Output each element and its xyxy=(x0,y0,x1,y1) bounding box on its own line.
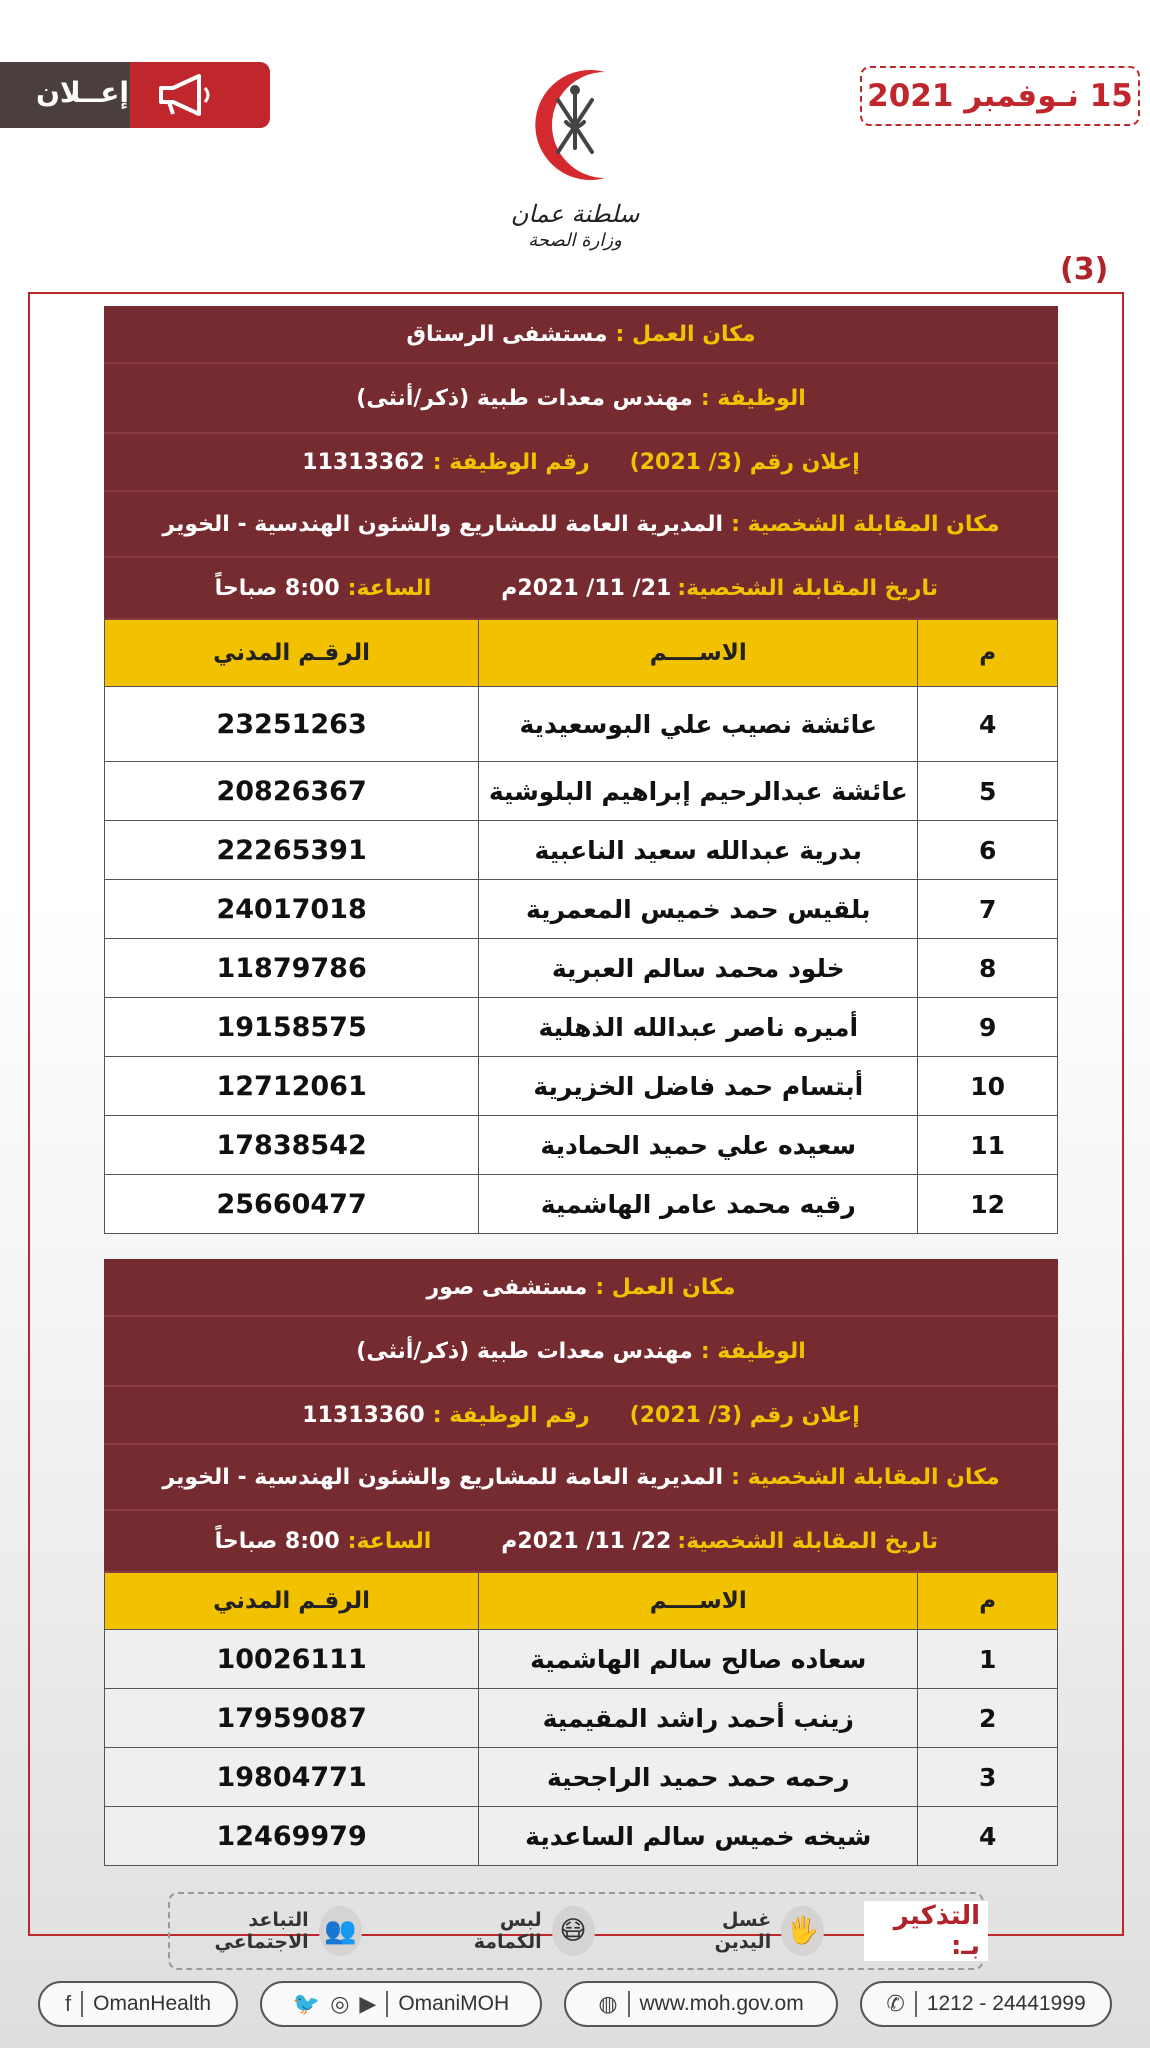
cell-name: سعاده صالح سالم الهاشمية xyxy=(478,1630,917,1688)
table-row xyxy=(105,1629,1057,1688)
cell-name: أميره ناصر عبدالله الذهلية xyxy=(478,998,917,1056)
page-number: (3) xyxy=(1060,252,1109,287)
cell-civil: 19158575 xyxy=(216,1011,367,1043)
cell-civil: 17959087 xyxy=(216,1702,367,1734)
time-value: 8:00 صباحاً xyxy=(214,575,340,601)
cell-no: 4 xyxy=(917,1807,1057,1865)
reminder-text: لبس الكمامة xyxy=(473,1909,542,1953)
social-distance-icon: 👥 xyxy=(319,1906,362,1956)
job-number-key: رقم الوظيفة : xyxy=(432,449,590,475)
cell-no: 3 xyxy=(917,1748,1057,1806)
interview-date-row xyxy=(104,558,1058,620)
globe-icon: ◍ xyxy=(598,1991,618,2016)
reminder-label: التذكير بـ: xyxy=(864,1901,988,1961)
job-row xyxy=(104,364,1058,434)
mask-icon: 😷 xyxy=(552,1906,595,1956)
interview-place-row xyxy=(104,1445,1058,1511)
cell-no: 12 xyxy=(917,1175,1057,1233)
reminder-item-mask xyxy=(442,1906,595,1956)
ad-number-row xyxy=(104,1387,1058,1445)
cell-no: 10 xyxy=(917,1057,1057,1115)
social-handle: OmaniMOH xyxy=(398,1992,510,2015)
table-row xyxy=(105,761,1057,820)
job-number-key: رقم الوظيفة : xyxy=(432,1402,590,1428)
interview-date-value: 21/ 11/ 2021م xyxy=(501,575,672,601)
interview-place-key: مكان المقابلة الشخصية : xyxy=(731,1464,1000,1490)
phone-icon: ✆ xyxy=(886,1991,905,2016)
youtube-icon: ▶ xyxy=(359,1991,377,2016)
interview-place-row xyxy=(104,492,1058,558)
table-row xyxy=(105,1688,1057,1747)
table-row xyxy=(105,938,1057,997)
cell-name: رقيه محمد عامر الهاشمية xyxy=(478,1175,917,1233)
cell-civil: 12712061 xyxy=(216,1070,367,1102)
interview-date-key: تاريخ المقابلة الشخصية: xyxy=(677,1528,938,1554)
cell-name: سعيده علي حميد الحمادية xyxy=(478,1116,917,1174)
cell-civil: 10026111 xyxy=(216,1643,367,1675)
instagram-icon: ◎ xyxy=(330,1991,350,2016)
cell-name: رحمه حمد حميد الراجحية xyxy=(478,1748,917,1806)
interview-place-value: المديرية العامة للمشاريع والشئون الهندسية - الخوير xyxy=(162,1464,724,1490)
workplace-value: مستشفى صور xyxy=(426,1274,588,1300)
cell-no: 4 xyxy=(917,687,1057,761)
cell-no: 6 xyxy=(917,821,1057,879)
cell-name: بدرية عبدالله سعيد الناعبية xyxy=(478,821,917,879)
reminder-item-hand-wash xyxy=(675,1906,825,1956)
candidates-table-sur xyxy=(104,1259,1058,1866)
megaphone-icon xyxy=(155,74,219,123)
cell-civil: 24017018 xyxy=(216,893,367,925)
interview-date-row xyxy=(104,1511,1058,1573)
table-row xyxy=(105,1115,1057,1174)
cell-civil: 20826367 xyxy=(216,775,367,807)
workplace-key: مكان العمل : xyxy=(615,321,756,347)
job-value: مهندس معدات طبية (ذكر/أنثى) xyxy=(356,385,693,411)
table-row xyxy=(105,820,1057,879)
cell-no: 8 xyxy=(917,939,1057,997)
interview-place-value: المديرية العامة للمشاريع والشئون الهندسية - الخوير xyxy=(162,511,724,537)
table-row xyxy=(105,686,1057,761)
phone-number: 1212 - 24441999 xyxy=(926,1992,1086,2015)
reminder-text: غسل اليدين xyxy=(714,1909,772,1953)
cell-name: أبتسام حمد فاضل الخزيرية xyxy=(478,1057,917,1115)
table-row xyxy=(105,879,1057,938)
reminder-box xyxy=(168,1892,984,1970)
cell-civil: 25660477 xyxy=(216,1188,367,1220)
interview-place-key: مكان المقابلة الشخصية : xyxy=(731,511,1000,537)
facebook-link[interactable] xyxy=(38,1981,238,2027)
column-header-row xyxy=(105,620,1057,686)
job-value: مهندس معدات طبية (ذكر/أنثى) xyxy=(356,1338,693,1364)
workplace-value: مستشفى الرستاق xyxy=(406,321,608,347)
phone-link[interactable] xyxy=(860,1981,1112,2027)
hand-wash-icon: 🖐 xyxy=(781,1906,824,1956)
twitter-icon: 🐦 xyxy=(292,1991,321,2016)
time-value: 8:00 صباحاً xyxy=(214,1528,340,1554)
job-row xyxy=(104,1317,1058,1387)
col-no-header: م xyxy=(917,620,1057,686)
cell-civil: 11879786 xyxy=(216,952,367,984)
col-no-header: م xyxy=(917,1573,1057,1629)
cell-name: خلود محمد سالم العبرية xyxy=(478,939,917,997)
table-row xyxy=(105,1747,1057,1806)
website-link[interactable] xyxy=(564,1981,838,2027)
ministry-name xyxy=(470,200,680,251)
ministry-line1: سلطنة عمان xyxy=(510,200,640,228)
table-row xyxy=(105,997,1057,1056)
cell-civil: 17838542 xyxy=(216,1129,367,1161)
cell-no: 5 xyxy=(917,762,1057,820)
job-key: الوظيفة : xyxy=(700,385,806,411)
interview-date-value: 22/ 11/ 2021م xyxy=(501,1528,672,1554)
cell-no: 9 xyxy=(917,998,1057,1056)
cell-civil: 12469979 xyxy=(216,1820,367,1852)
cell-no: 2 xyxy=(917,1689,1057,1747)
table-row xyxy=(105,1056,1057,1115)
table-row xyxy=(105,1806,1057,1865)
job-number-value: 11313360 xyxy=(302,1402,425,1428)
cell-name: شيخه خميس سالم الساعدية xyxy=(478,1807,917,1865)
col-civil-header: الرقـم المدني xyxy=(213,1588,371,1614)
cell-civil: 23251263 xyxy=(216,708,367,740)
cell-name: عائشة عبدالرحيم إبراهيم البلوشية xyxy=(478,762,917,820)
job-number-value: 11313362 xyxy=(302,449,425,475)
workplace-row xyxy=(104,306,1058,364)
interview-date-key: تاريخ المقابلة الشخصية: xyxy=(677,575,938,601)
candidates-table-rustaq xyxy=(104,306,1058,1234)
reminder-item-distance xyxy=(170,1906,362,1956)
job-key: الوظيفة : xyxy=(700,1338,806,1364)
date-badge: 15 نـوفمبر 2021 xyxy=(860,66,1140,126)
ad-number: إعلان رقم (3/ 2021) xyxy=(629,449,860,475)
ministry-line2: وزارة الصحة xyxy=(528,230,622,251)
reminder-text: التباعد الاجتماعي xyxy=(214,1909,309,1953)
cell-no: 7 xyxy=(917,880,1057,938)
col-name-header: الاســــم xyxy=(478,1573,917,1629)
announcement-banner xyxy=(0,62,270,128)
facebook-icon: f xyxy=(64,1991,72,2016)
workplace-row xyxy=(104,1259,1058,1317)
social-links[interactable] xyxy=(260,1981,542,2027)
cell-no: 11 xyxy=(917,1116,1057,1174)
ad-number: إعلان رقم (3/ 2021) xyxy=(629,1402,860,1428)
facebook-handle: OmanHealth xyxy=(93,1992,211,2015)
cell-name: زينب أحمد راشد المقيمية xyxy=(478,1689,917,1747)
column-header-row xyxy=(105,1573,1057,1629)
cell-no: 1 xyxy=(917,1630,1057,1688)
website-url: www.moh.gov.om xyxy=(639,1992,804,2015)
time-key: الساعة: xyxy=(347,1528,432,1554)
cell-name: عائشة نصيب علي البوسعيدية xyxy=(478,687,917,761)
time-key: الساعة: xyxy=(347,575,432,601)
ministry-logo-icon xyxy=(510,60,640,190)
cell-civil: 19804771 xyxy=(216,1761,367,1793)
cell-name: بلقيس حمد خميس المعمرية xyxy=(478,880,917,938)
announcement-label: إعــلان xyxy=(36,76,130,109)
cell-civil: 22265391 xyxy=(216,834,367,866)
col-civil-header: الرقـم المدني xyxy=(213,640,371,666)
workplace-key: مكان العمل : xyxy=(595,1274,736,1300)
ad-number-row xyxy=(104,434,1058,492)
table-row xyxy=(105,1174,1057,1233)
col-name-header: الاســــم xyxy=(478,620,917,686)
